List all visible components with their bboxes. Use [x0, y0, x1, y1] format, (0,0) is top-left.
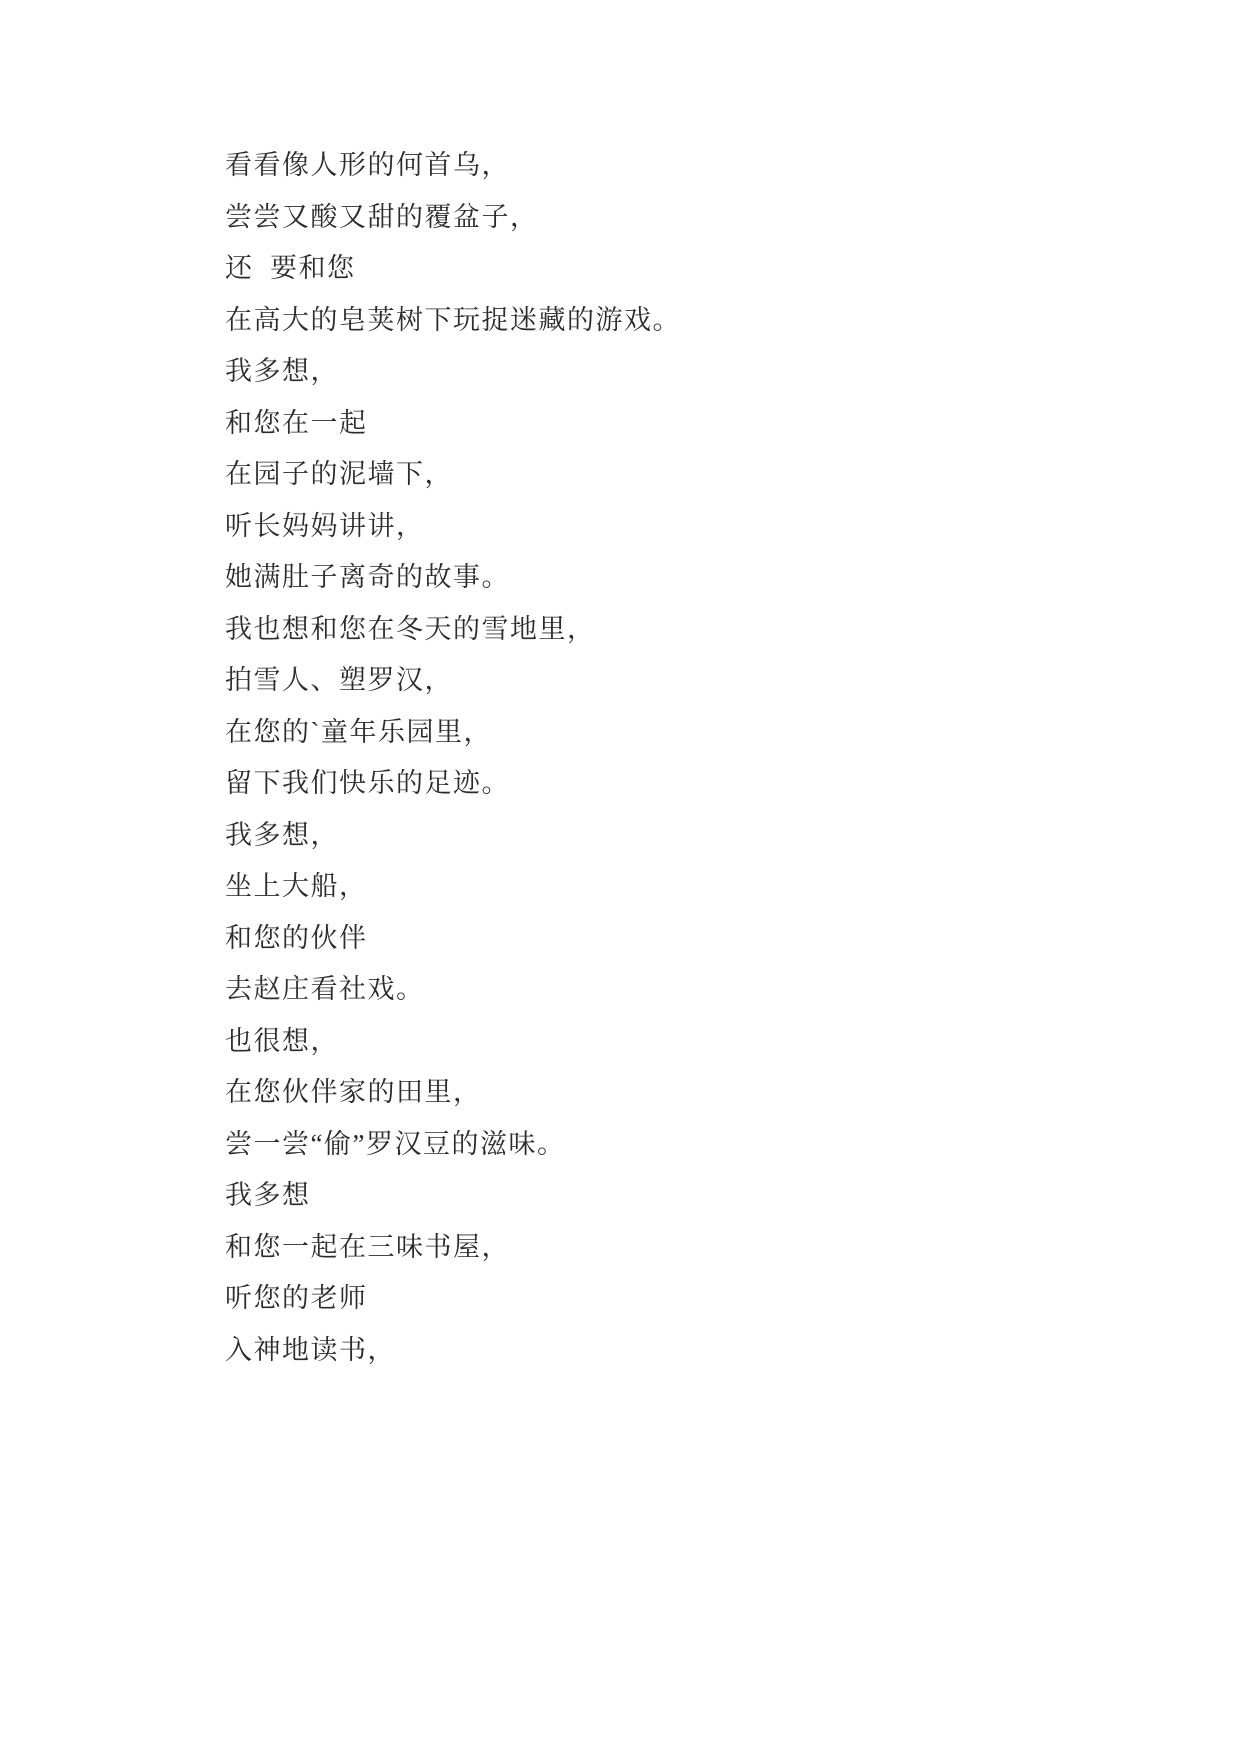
poem-line: 在高大的皂荚树下玩捉迷藏的游戏。 — [225, 304, 681, 335]
poem-line: 尝一尝“偷”罗汉豆的滋味。 — [225, 1128, 566, 1159]
poem-line: 她满肚子离奇的故事。 — [225, 562, 510, 592]
poem-line: 留下我们快乐的足迹。 — [225, 768, 510, 798]
poem-line: 和您在一起 — [225, 407, 368, 438]
poem-line: 我多想， — [225, 819, 339, 850]
poem-body — [225, 140, 1091, 1376]
poem-line: 在您的`童年乐园里， — [225, 716, 492, 747]
poem-line: 拍雪人、塑罗汉， — [225, 665, 453, 695]
poem-line: 我多想 — [225, 1180, 311, 1210]
poem-line: 我多想， — [225, 356, 339, 386]
poem-line: 入神地读书， — [225, 1334, 396, 1365]
poem-line: 和您的伙伴 — [225, 922, 368, 953]
poem-line: 去赵庄看社戏。 — [225, 974, 425, 1004]
poem-line: 听长妈妈讲讲， — [225, 510, 425, 541]
poem-line: 在园子的泥墙下， — [225, 459, 453, 489]
poem-line: 看看像人形的何首乌， — [225, 150, 510, 180]
poem-line: 尝尝又酸又甜的覆盆子， — [225, 201, 539, 232]
poem-line: 坐上大船， — [225, 871, 368, 901]
poem-line: 也很想， — [225, 1025, 339, 1056]
poem-line: 还 要和您 — [225, 253, 356, 283]
poem-line: 在您伙伴家的田里， — [225, 1077, 482, 1107]
poem-line: 听您的老师 — [225, 1283, 368, 1313]
poem-line: 和您一起在三味书屋， — [225, 1231, 510, 1262]
poem-line: 我也想和您在冬天的雪地里， — [225, 613, 596, 644]
